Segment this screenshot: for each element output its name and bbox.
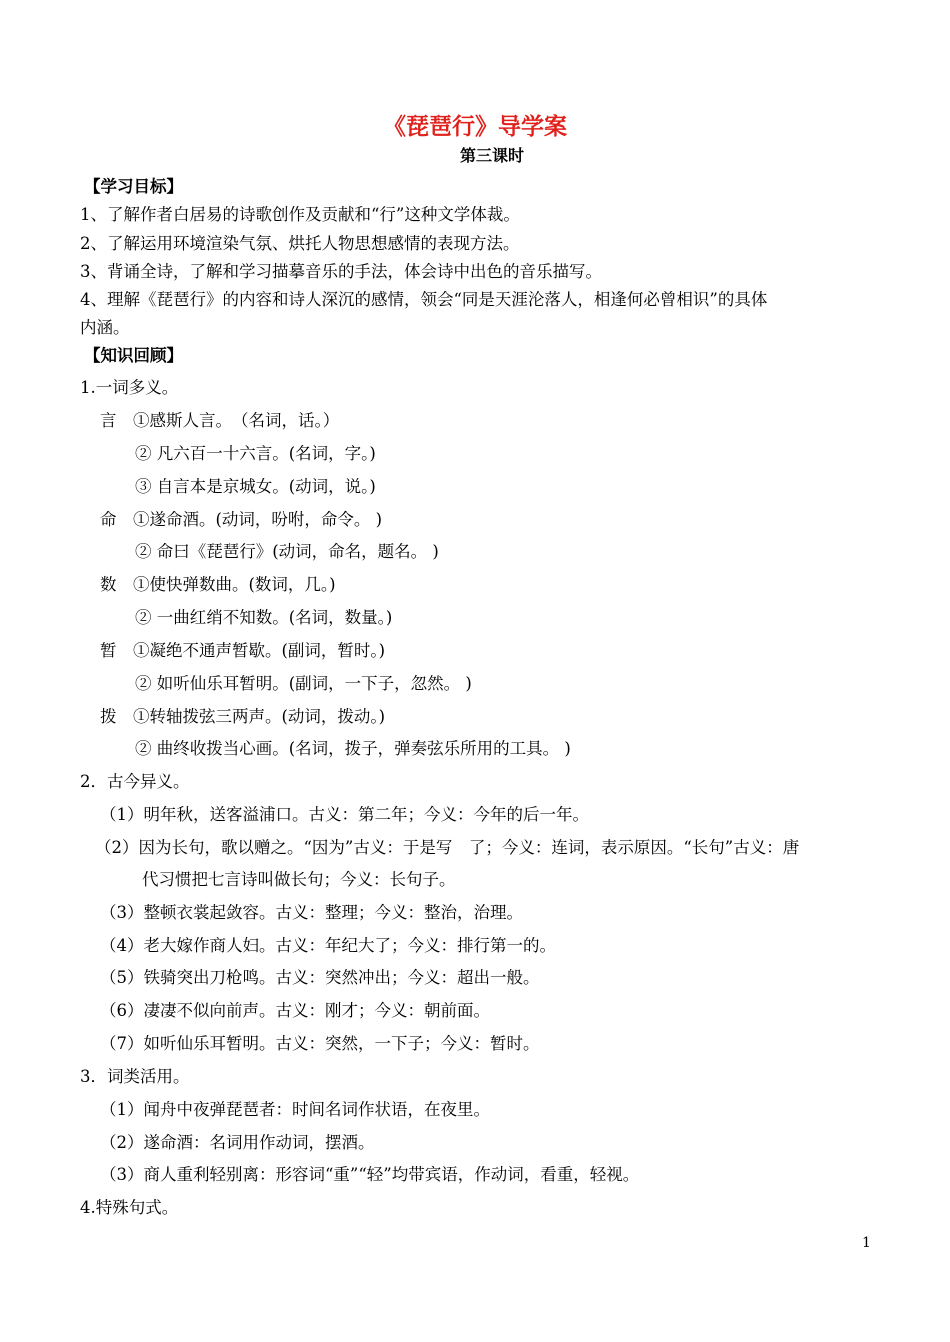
polysemy-line: ③ 自言本是京城女。(动词，说。) [135,477,376,496]
polysemy-line: ② 凡六百一十六言。(名词，字。) [135,444,376,463]
ancient-modern-line: （1）明年秋，送客溢浦口。古义：第二年；今义：今年的后一年。 [100,805,589,824]
review-heading: 【知识回顾】 [84,346,183,365]
page-subtitle: 第三课时 [460,146,525,165]
polysemy-heading: 1.一词多义。 [80,378,179,397]
page-number: 1 [862,1235,871,1251]
ancient-modern-line: （5）铁骑突出刀枪鸣。古义：突然冲出；今义：超出一般。 [100,968,540,987]
ancient-modern-line: （6）凄凄不似向前声。古义：刚才；今义：朝前面。 [100,1001,490,1020]
polysemy-line: 言 ①感斯人言。 （名词，话。） [100,411,340,430]
word-class-line: （3）商人重利轻别离：形容词“重”“轻”均带宾语，作动词，看重，轻视。 [100,1165,640,1184]
polysemy-line: ② 命曰《琵琶行》(动词，命名，题名。 ) [135,542,439,561]
ancient-modern-line: 代习惯把七言诗叫做长句；今义：长句子。 [142,870,456,889]
polysemy-line: ② 曲终收拨当心画。(名词，拨子，弹奏弦乐所用的工具。 ) [135,739,571,758]
polysemy-line: ② 如听仙乐耳暂明。(副词，一下子，忽然。 ) [135,674,472,693]
ancient-modern-line: （7）如听仙乐耳暂明。古义：突然，一下子；今义：暂时。 [100,1034,540,1053]
polysemy-line: 命 ①遂命酒。(动词，吩咐，命令。 ) [100,510,383,529]
ancient-modern-line: （4）老大嫁作商人妇。古义：年纪大了；今义：排行第一的。 [100,936,556,955]
polysemy-line: 拨 ①转轴拨弦三两声。(动词，拨动。) [100,707,386,726]
ancient-modern-line: （3）整顿衣裳起敛容。古义：整理；今义：整治，治理。 [100,903,523,922]
objective-item: 内涵。 [80,318,130,337]
page-title: 《琵琶行》导学案 [383,114,567,140]
objective-item: 4、理解《琵琶行》的内容和诗人深沉的感情，领会“同是天涯沦落人，相逢何必曾相识”的具体 [80,290,768,309]
ancient-modern-line: （2）因为长句，歌以赠之。“因为”古义：于是写 了；今义：连词，表示原因。“长句”古义：唐 [95,838,800,857]
polysemy-line: 暂 ①凝绝不通声暂歇。(副词，暂时。) [100,641,386,660]
polysemy-line: ② 一曲红绡不知数。(名词，数量。) [135,608,393,627]
objective-item: 3、背诵全诗，了解和学习描摹音乐的手法，体会诗中出色的音乐描写。 [80,262,602,281]
word-class-line: （2）遂命酒：名词用作动词，摆酒。 [100,1133,375,1152]
objective-item: 1、了解作者白居易的诗歌创作及贡献和“行”这种文学体裁。 [80,205,520,224]
word-class-line: （1）闻舟中夜弹琵琶者：时间名词作状语，在夜里。 [100,1100,490,1119]
special-sentence-heading: 4.特殊句式。 [80,1198,179,1217]
ancient-modern-heading: 2．古今异义。 [80,772,190,791]
word-class-heading: 3．词类活用。 [80,1067,190,1086]
objectives-heading: 【学习目标】 [84,177,183,196]
objective-item: 2、了解运用环境渲染气氛、烘托人物思想感情的表现方法。 [80,234,520,253]
polysemy-line: 数 ①使快弹数曲。(数词，几。) [100,575,336,594]
